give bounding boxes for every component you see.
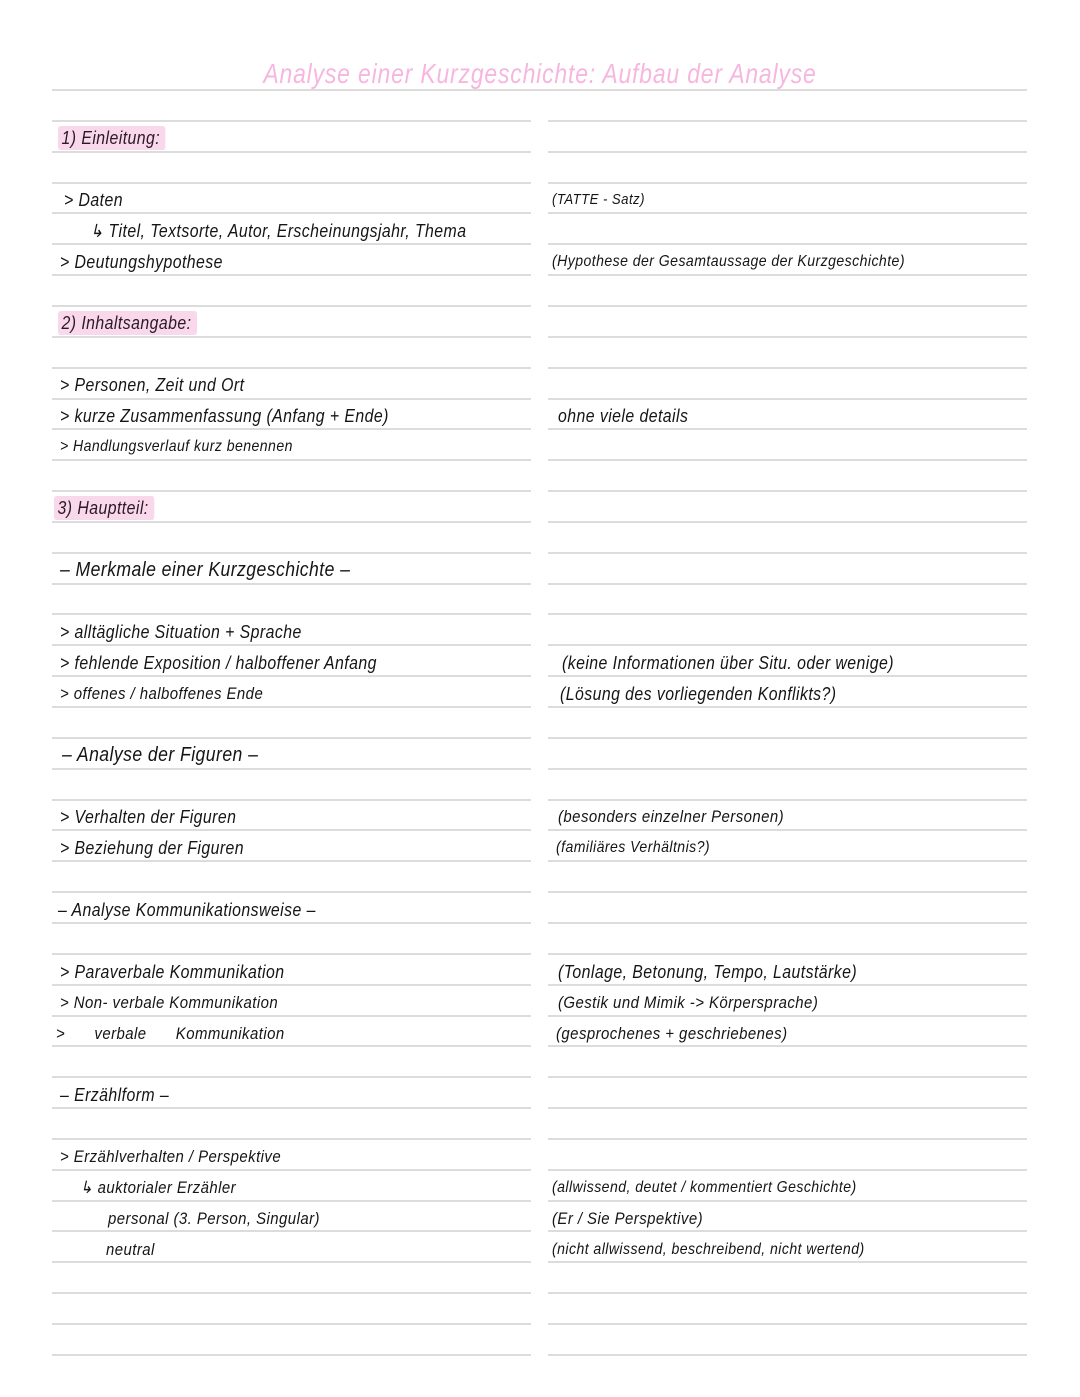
- ruled-line: [52, 1107, 531, 1109]
- note-kommunikation: (gesprochenes + geschriebenes): [556, 1024, 788, 1043]
- ruled-line: [52, 953, 531, 955]
- ruled-line: [52, 613, 531, 615]
- ruled-line: [52, 583, 531, 585]
- ruled-line: [52, 459, 531, 461]
- ruled-line: [548, 274, 1027, 276]
- item-kommunikation: > verbale Kommunikation: [56, 1024, 285, 1043]
- ruled-line: [548, 1200, 1027, 1202]
- ruled-line: [548, 737, 1027, 739]
- ruled-line: [548, 1169, 1027, 1171]
- ruled-line: [548, 984, 1027, 986]
- ruled-line: [548, 490, 1027, 492]
- ruled-line: [548, 521, 1027, 523]
- item-deutung: > Deutungshypothese: [60, 252, 223, 272]
- note-figuren: (familiäres Verhältnis?): [556, 839, 711, 856]
- subheading-erzaehlform: – Erzählform –: [60, 1085, 170, 1105]
- note-inhalt: ohne viele details: [558, 406, 689, 426]
- ruled-line: [548, 305, 1027, 307]
- ruled-line: [52, 891, 531, 893]
- item-daten-detail: ↳ Titel, Textsorte, Autor, Erscheinungsjahr, Thema: [90, 221, 467, 241]
- ruled-line: [52, 336, 531, 338]
- ruled-line: [548, 799, 1027, 801]
- ruled-line: [548, 706, 1027, 708]
- ruled-line: [548, 1015, 1027, 1017]
- ruled-line: [548, 1076, 1027, 1078]
- note-figuren: (besonders einzelner Personen): [558, 807, 785, 826]
- page-title: Analyse einer Kurzgeschichte: Aufbau der Analyse: [263, 58, 817, 89]
- item-kommunikation: > Paraverbale Kommunikation: [60, 962, 285, 982]
- ruled-line: [52, 367, 531, 369]
- ruled-line: [52, 274, 531, 276]
- item-erzaehlform: personal (3. Person, Singular): [108, 1209, 320, 1228]
- item-figuren: > Beziehung der Figuren: [60, 838, 245, 858]
- ruled-line: [548, 860, 1027, 862]
- ruled-line: [52, 768, 531, 770]
- ruled-line: [548, 1107, 1027, 1109]
- ruled-line: [548, 613, 1027, 615]
- ruled-line: [548, 1323, 1027, 1325]
- item-figuren: > Verhalten der Figuren: [60, 807, 237, 827]
- ruled-line: [52, 1169, 531, 1171]
- ruled-line: [52, 305, 531, 307]
- ruled-line: [548, 151, 1027, 153]
- ruled-line: [548, 644, 1027, 646]
- ruled-line: [52, 151, 531, 153]
- ruled-line: [548, 120, 1027, 122]
- ruled-line: [52, 829, 531, 831]
- item-merkmale: > fehlende Exposition / halboffener Anfang: [60, 653, 377, 673]
- ruled-line: [52, 1292, 531, 1294]
- ruled-line: [52, 860, 531, 862]
- ruled-line: [52, 1200, 531, 1202]
- item-daten: > Daten: [64, 190, 124, 210]
- note-merkmale: (keine Informationen über Situ. oder wenige): [562, 653, 894, 673]
- ruled-line: [548, 336, 1027, 338]
- ruled-line: [548, 891, 1027, 893]
- ruled-line: [548, 675, 1027, 677]
- item-merkmale: > alltägliche Situation + Sprache: [60, 622, 302, 642]
- item-erzaehlform: ↳ auktorialer Erzähler: [80, 1178, 237, 1197]
- ruled-line: [548, 1138, 1027, 1140]
- ruled-line: [52, 428, 531, 430]
- item-kommunikation: > Non- verbale Kommunikation: [60, 993, 279, 1012]
- ruled-line: [52, 120, 531, 122]
- ruled-line: [548, 1354, 1027, 1356]
- ruled-line: [52, 984, 531, 986]
- note-deutung: (Hypothese der Gesamtaussage der Kurzgeschichte): [552, 253, 905, 270]
- ruled-line: [548, 583, 1027, 585]
- item-erzaehlform: neutral: [106, 1240, 155, 1259]
- ruled-line: [52, 490, 531, 492]
- ruled-line: [548, 428, 1027, 430]
- heading-hauptteil: 3) Hauptteil:: [54, 496, 154, 520]
- item-inhalt: > Handlungsverlauf kurz benennen: [60, 438, 293, 455]
- ruled-line: [52, 737, 531, 739]
- subheading-kommunikation: – Analyse Kommunikationsweise –: [58, 900, 316, 920]
- note-kommunikation: (Gestik und Mimik -> Körpersprache): [558, 993, 819, 1012]
- ruled-line: [52, 182, 531, 184]
- item-inhalt: > Personen, Zeit und Ort: [60, 375, 245, 395]
- ruled-line: [548, 953, 1027, 955]
- note-erzaehlform: (nicht allwissend, beschreibend, nicht wertend): [552, 1241, 865, 1258]
- ruled-line: [548, 552, 1027, 554]
- ruled-line: [52, 243, 531, 245]
- ruled-line: [548, 398, 1027, 400]
- ruled-line: [52, 922, 531, 924]
- ruled-line: [548, 212, 1027, 214]
- heading-einleitung: 1) Einleitung:: [58, 126, 165, 150]
- ruled-line: [548, 459, 1027, 461]
- note-merkmale: (Lösung des vorliegenden Konflikts?): [560, 684, 837, 704]
- ruled-line: [548, 182, 1027, 184]
- ruled-line: [52, 644, 531, 646]
- ruled-line: [52, 212, 531, 214]
- ruled-line: [548, 922, 1027, 924]
- ruled-line: [548, 243, 1027, 245]
- ruled-line: [548, 1292, 1027, 1294]
- ruled-line: [52, 398, 531, 400]
- note-daten: (TATTE - Satz): [552, 191, 645, 208]
- ruled-line: [52, 675, 531, 677]
- ruled-line: [52, 1138, 531, 1140]
- ruled-line: [548, 367, 1027, 369]
- ruled-line: [548, 768, 1027, 770]
- heading-inhalt: 2) Inhaltsangabe:: [58, 311, 197, 335]
- item-erzaehlform: > Erzählverhalten / Perspektive: [60, 1147, 282, 1166]
- subheading-figuren: – Analyse der Figuren –: [62, 744, 259, 766]
- note-erzaehlform: (Er / Sie Perspektive): [552, 1209, 704, 1228]
- ruled-line: [52, 521, 531, 523]
- ruled-line: [52, 1015, 531, 1017]
- ruled-line: [52, 552, 531, 554]
- ruled-line: [52, 1354, 531, 1356]
- ruled-line: [52, 1076, 531, 1078]
- item-merkmale: > offenes / halboffenes Ende: [60, 684, 264, 703]
- ruled-line: [548, 829, 1027, 831]
- ruled-line: [52, 1323, 531, 1325]
- item-inhalt: > kurze Zusammenfassung (Anfang + Ende): [60, 406, 389, 426]
- ruled-line: [52, 706, 531, 708]
- ruled-line: [52, 799, 531, 801]
- note-erzaehlform: (allwissend, deutet / kommentiert Geschichte): [552, 1179, 857, 1196]
- note-kommunikation: (Tonlage, Betonung, Tempo, Lautstärke): [558, 962, 858, 982]
- subheading-merkmale: – Merkmale einer Kurzgeschichte –: [60, 559, 351, 581]
